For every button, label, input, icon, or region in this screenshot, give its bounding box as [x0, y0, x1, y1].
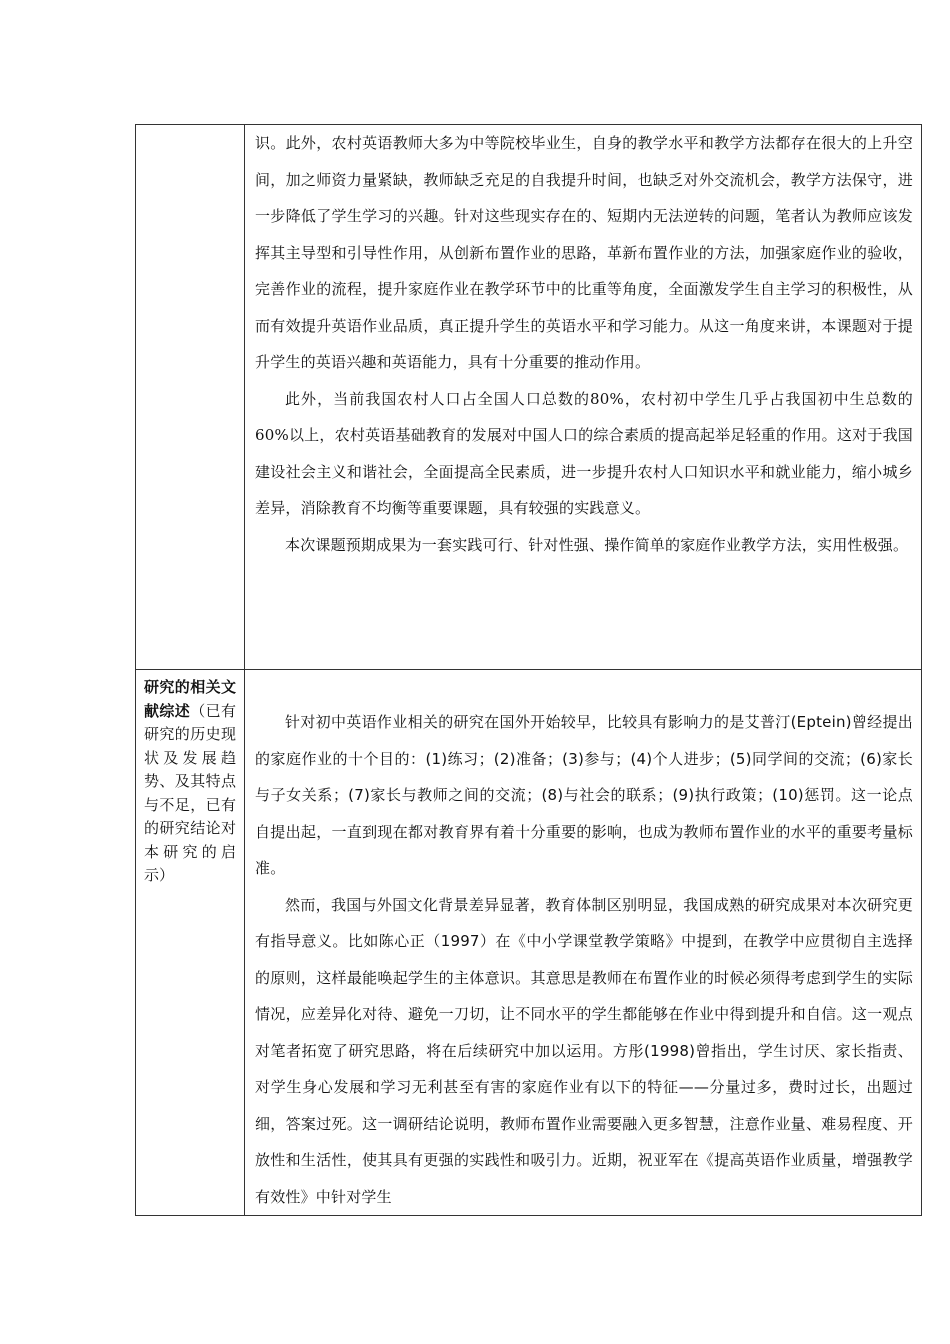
paragraph: 然而，我国与外国文化背景差异显著，教育体制区别明显，我国成熟的研究成果对本次研究更有指导意义。比如陈心正（1997）在《中小学课堂教学策略》中提到，在教学中应贯彻自主选择的原则，这样最能唤起学生的主体意识。其意思是教师在布置作业的时候必须得考虑到学生的实际情况，应差异化对待、避免一刀切，让不同水平的学生都能够在作业中得到提升和自信。这一观点对笔者拓宽了研究思路，将在后续研究中加以运用。方彤(1998)曾指出，学生讨厌、家长指责、对学生身心发展和学习无利甚至有害的家庭作业有以下的特征——分量过多，费时过长，出题过细，答案过死。这一调研结论说明，教师布置作业需要融入更多智慧，注意作业量、难易程度、开放性和生活性，使其具有更强的实践性和吸引力。近期，祝亚军在《提高英语作业质量，增强教学有效性》中针对学生	[255, 895, 913, 1206]
label-cell-empty	[136, 125, 245, 670]
table-row	[136, 670, 922, 1216]
application-form-table	[135, 124, 922, 1216]
label-title: 研究的相关文献综述	[144, 678, 236, 720]
label-cell	[136, 670, 245, 1216]
literature-review-text	[245, 670, 921, 1215]
paragraph: 本次课题预期成果为一套实践可行、针对性强、操作简单的家庭作业教学方法，实用性极强。	[285, 535, 909, 554]
paragraph: 针对初中英语作业相关的研究在国外开始较早，比较具有影响力的是艾普汀(Eptein)曾经提出的家庭作业的十个目的：(1)练习；(2)准备；(3)参与；(4)个人进步；(5)同学间的交流；(6)家长与子女关系；(7)家长与教师之间的交流；(8)与社会的联系；(9)执行政策；(10)惩罚。这一论点自提出起，一直到现在都对教育界有着十分重要的影响，也成为教师布置作业的水平的重要考量标准。	[255, 713, 913, 877]
content-cell	[245, 125, 922, 670]
paragraph: 识。此外，农村英语教师大多为中等院校毕业生，自身的教学水平和教学方法都存在很大的上升空间，加之师资力量紧缺，教师缺乏充足的自我提升时间，也缺乏对外交流机会，教学方法保守，进一步降低了学生学习的兴趣。针对这些现实存在的、短期内无法逆转的问题，笔者认为教师应该发挥其主导型和引导性作用，从创新布置作业的思路，革新布置作业的方法，加强家庭作业的验收，完善作业的流程，提升家庭作业在教学环节中的比重等角度，全面激发学生自主学习的积极性，从而有效提升英语作业品质，真正提升学生的英语水平和学习能力。从这一角度来讲，本课题对于提升学生的英语兴趣和英语能力，具有十分重要的推动作用。	[255, 134, 913, 371]
content-cell	[245, 670, 922, 1216]
significance-text	[245, 125, 921, 563]
paragraph: 此外，当前我国农村人口占全国人口总数的80%，农村初中学生几乎占我国初中生总数的60%以上，农村英语基础教育的发展对中国人口的综合素质的提高起举足轻重的作用。这对于我国建设社会主义和谐社会，全面提高全民素质，进一步提升农村人口知识水平和就业能力，缩小城乡差异，消除教育不均衡等重要课题，具有较强的实践意义。	[255, 389, 913, 517]
table-row	[136, 125, 922, 670]
row-label	[136, 670, 244, 888]
label-subtitle: （已有研究的历史现状及发展趋势、及其特点与不足，已有的研究结论对本研究的启示）	[144, 701, 236, 884]
